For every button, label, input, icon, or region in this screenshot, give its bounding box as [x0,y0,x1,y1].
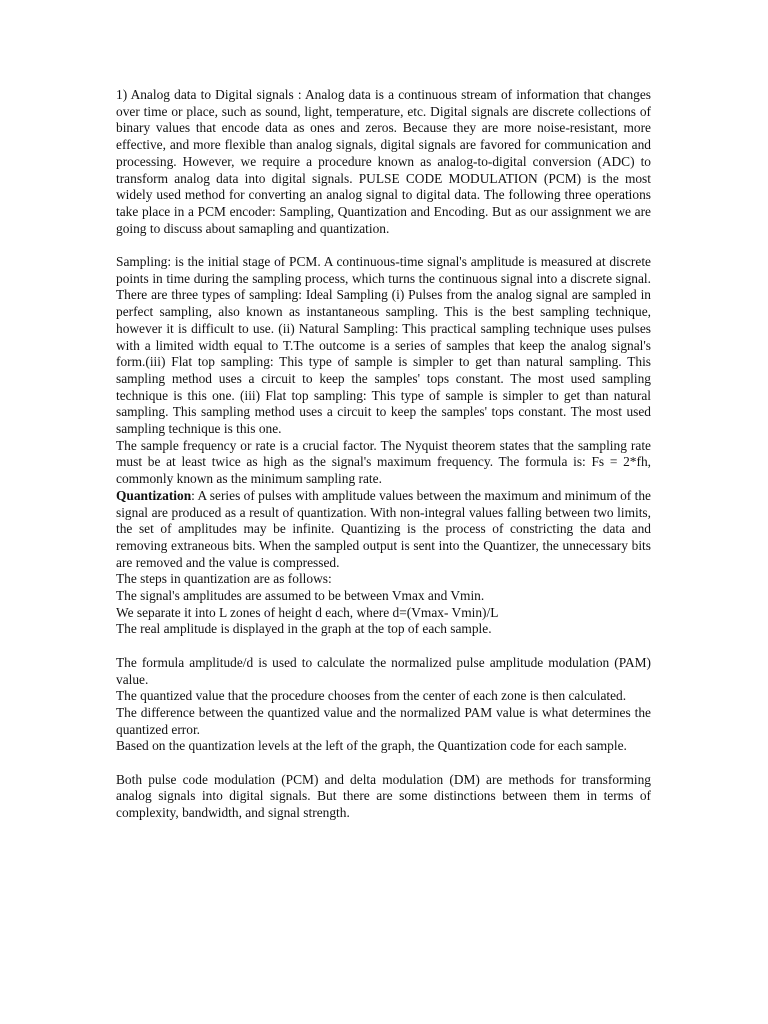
steps-line: The real amplitude is displayed in the graph at the top of each sample. [116,621,492,637]
quantization-paragraph [116,488,651,572]
steps-line: The signal's amplitudes are assumed to be between Vmax and Vmin. [116,588,485,604]
sampling-paragraph: Sampling: is the initial stage of PCM. A continuous-time signal's amplitude is measured at discrete points in time during the sampling process, which turns the continuous signal into a discrete signal. There are three types of sampling: Ideal Sampling (i) Pulses from the analog signal are sampled in perfect sampling, also known as instantaneous sampling. This is the best sampling technique, however it is difficult to use. (ii) Natural Sampling: This practical sampling technique uses pulses with a limited width equal to T.The outcome is a series of samples that keep the analog signal's form.(iii) Flat top sampling: This type of sample is simpler to get than natural sampling. This sampling method uses a circuit to keep the samples' tops constant. The most used sampling technique is this one. (iii) Flat top sampling: This type of sample is simpler to get than natural sampling. This sampling method uses a circuit to keep the samples' tops constant. The most used sampling technique is this one. [116,254,651,437]
quantization-term: Quantization [116,487,192,503]
nyquist-paragraph: The sample frequency or rate is a crucial factor. The Nyquist theorem states that the sampling rate must be at least twice as high as the signal's maximum frequency. The formula is: Fs = 2*fh, commonly known as the minimum sampling rate. [116,437,651,487]
paragraph-spacer [116,237,651,254]
intro-paragraph: 1) Analog data to Digital signals : Analog data is a continuous stream of information that changes over time or place, such as sound, light, temperature, etc. Digital signals are discrete collections of binary values that encode data as ones and zeros. Because they are more noise-resistant, more effective, and more flexible than analog signals, digital signals are favored for communication and processing. However, we require a procedure known as analog-to-digital conversion (ADC) to transform analog data into digital signals. PULSE CODE MODULATION (PCM) is the most widely used method for converting an analog signal to digital data. The following three operations take place in a PCM encoder: Sampling, Quantization and Encoding. But as our assignment we are going to discuss about samapling and quantization. [116,87,651,236]
formula-step: The difference between the quantized value and the normalized PAM value is what determines the quantized error. [116,704,651,737]
formula-step: The formula amplitude/d is used to calculate the normalized pulse amplitude modulation (PAM) value. [116,654,651,687]
steps-line: We separate it into L zones of height d each, where d=(Vmax- Vmin)/L [116,604,499,620]
formula-step: Based on the quantization levels at the left of the graph, the Quantization code for each sample. [116,738,627,754]
quantization-body: : A series of pulses with amplitude values between the maximum and minimum of the signal are produced as a result of quantization. With non-integral values falling between two limits, the set of amplitudes may be infinite. Quantizing is the process of constricting the data and removing extraneous bits. When the sampled output is sent into the Quantizer, the unnecessary bits are removed and the value is compressed. [116,487,651,570]
conclusion-paragraph: Both pulse code modulation (PCM) and delta modulation (DM) are methods for transforming analog signals into digital signals. But there are some distinctions between them in terms of complexity, bandwidth, and signal strength. [116,771,651,821]
steps-line: The steps in quantization are as follows: [116,571,332,587]
paragraph-spacer [116,638,651,655]
formula-step: The quantized value that the procedure chooses from the center of each zone is then calculated. [116,688,627,704]
paragraph-spacer [116,755,651,772]
document-body [116,87,651,822]
